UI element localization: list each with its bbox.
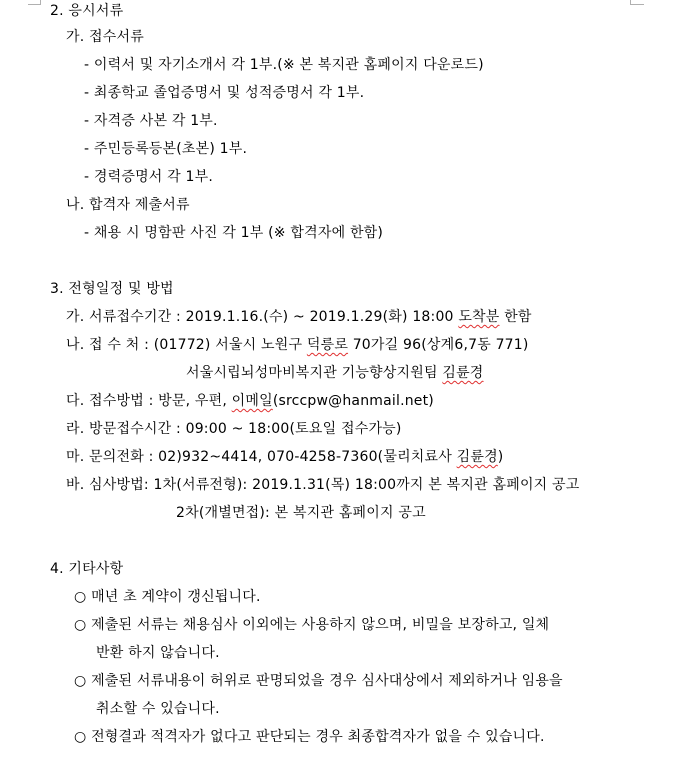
schedule-line-na-cont xyxy=(186,364,484,382)
schedule-ga-tail: 한함 xyxy=(499,309,532,325)
section-2b-heading: 나. 합격자 제출서류 xyxy=(66,197,190,213)
doc-item-3: - 자격증 사본 각 1부. xyxy=(84,113,218,129)
schedule-da-underlined: 이메일 xyxy=(231,393,273,409)
doc-item-2: - 최종학교 졸업증명서 및 성적증명서 각 1부. xyxy=(84,85,365,101)
section-3-heading: 3. 전형일정 및 방법 xyxy=(50,281,174,297)
doc-item-1: - 이력서 및 자기소개서 각 1부.(※ 본 복지관 홈페이지 다운로드) xyxy=(84,57,484,73)
schedule-line-ma xyxy=(66,448,503,466)
section-2a-heading: 가. 접수서류 xyxy=(66,29,144,45)
schedule-line-ra: 라. 방문접수시간 : 09:00 ~ 18:00(토요일 접수가능) xyxy=(66,421,402,437)
note-2-cont: 반환 하지 않습니다. xyxy=(96,645,220,661)
note-2: ○ 제출된 서류는 채용심사 이외에는 사용하지 않으며, 비밀을 보장하고, 일체 xyxy=(74,617,550,633)
doc-item-5: - 경력증명서 각 1부. xyxy=(84,169,214,185)
schedule-na-cont-text: 서울시립뇌성마비복지관 기능향상지원팀 xyxy=(186,365,443,381)
schedule-na-tail: 70가길 96(상계6,7동 771) xyxy=(348,337,529,353)
schedule-line-da xyxy=(66,392,434,410)
schedule-na-underlined: 덕릉로 xyxy=(306,337,349,353)
schedule-line-ba: 바. 심사방법: 1차(서류전형): 2019.1.31(목) 18:00까지 본 복지관 홈페이지 공고 xyxy=(66,477,580,493)
schedule-da-text: 다. 접수방법 : 방문, 우편, xyxy=(66,393,232,409)
schedule-na-cont-underlined: 김륜경 xyxy=(442,365,484,381)
schedule-ga-text: 가. 서류접수기간 : 2019.1.16.(수) ~ 2019.1.29(화) 18:00 xyxy=(66,309,459,325)
schedule-line-na xyxy=(66,336,529,354)
page-corner-mark-right-v xyxy=(630,0,631,5)
schedule-ma-text: 마. 문의전화 : 02)932~4414, 070-4258-7360(물리치료사 xyxy=(66,449,457,465)
section-4-heading: 4. 기타사항 xyxy=(50,561,124,577)
doc-item-6: - 채용 시 명함판 사진 각 1부 (※ 합격자에 한함) xyxy=(84,225,384,241)
page-corner-mark-right xyxy=(630,4,644,5)
schedule-na-text: 나. 접 수 처 : (01772) 서울시 노원구 xyxy=(66,337,307,353)
schedule-ga-underlined: 도착분 xyxy=(458,309,500,325)
section-2-heading: 2. 응시서류 xyxy=(50,3,124,19)
schedule-ma-tail: ) xyxy=(497,449,504,465)
page-corner-mark-left xyxy=(28,4,40,5)
schedule-line-ga xyxy=(66,308,532,326)
schedule-da-email: (srccpw@hanmail.net) xyxy=(272,393,434,409)
schedule-line-ba-cont: 2차(개별면접): 본 복지관 홈페이지 공고 xyxy=(176,505,426,521)
doc-item-4: - 주민등록등본(초본) 1부. xyxy=(84,141,248,157)
note-1: ○ 매년 초 계약이 갱신됩니다. xyxy=(74,589,261,605)
note-3: ○ 제출된 서류내용이 허위로 판명되었을 경우 심사대상에서 제외하거나 임용을 xyxy=(74,673,563,689)
schedule-ma-underlined: 김륜경 xyxy=(456,449,498,465)
note-4: ○ 전형결과 적격자가 없다고 판단되는 경우 최종합격자가 없을 수 있습니다. xyxy=(74,729,545,745)
note-3-cont: 취소할 수 있습니다. xyxy=(96,701,220,717)
page-corner-mark-left-v xyxy=(40,0,41,5)
